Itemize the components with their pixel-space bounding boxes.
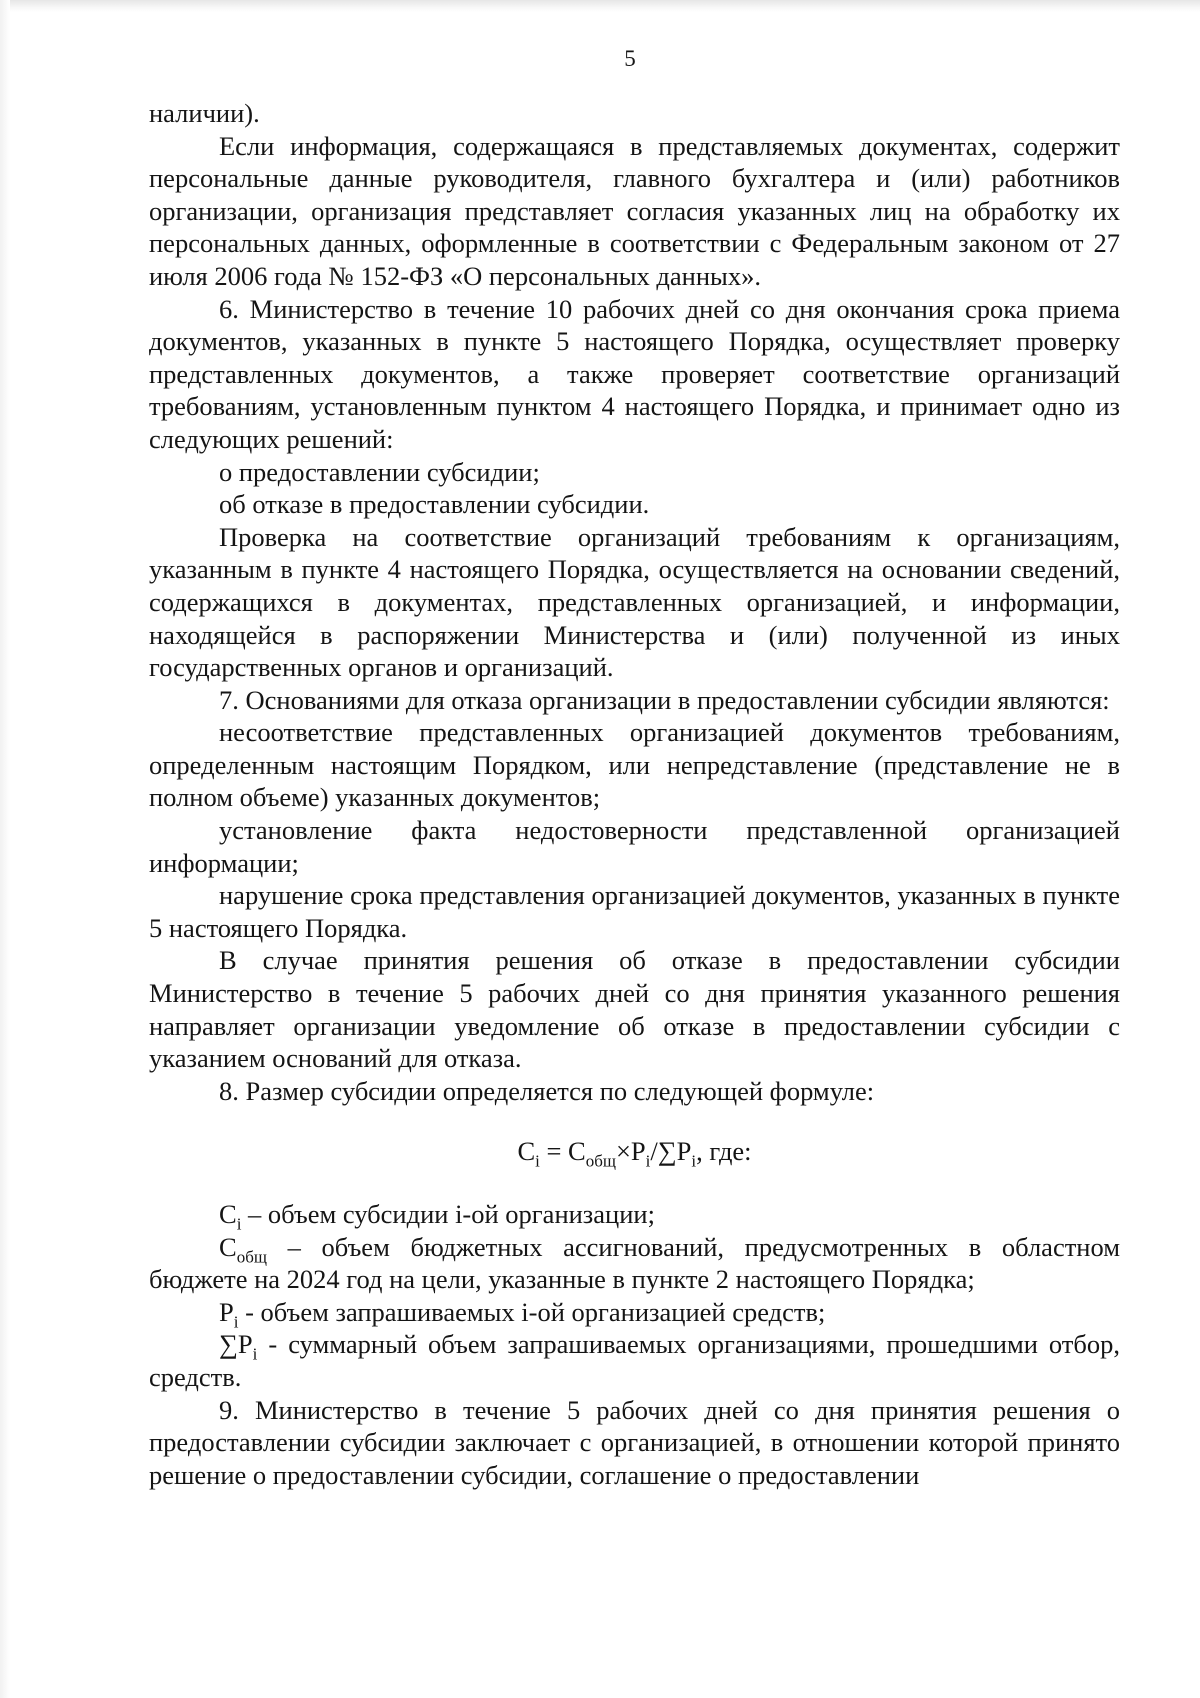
scan-edge (0, 0, 1200, 12)
definition-text: - объем запрашиваемых i-ой организацией средств; (238, 1296, 826, 1327)
definition-item (149, 1231, 1120, 1296)
formula-part: = C (539, 1136, 586, 1167)
paragraph: Если информация, содержащаяся в представляемых документах, содержит персональные данные руководителя, главного бухгалтера и (или) работников организации, организация представляет согласия указанных лиц на обработку их персональных данных, оформленные в соответствии с Федеральным законом от 27 июля 2006 года № 152-ФЗ «О персональных данных». (149, 130, 1120, 291)
definition-text: – объем бюджетных ассигнований, предусмотренных в областном бюджете на 2024 год на цели, указанные в пункте 2 настоящего Порядка; (149, 1231, 1120, 1295)
definition-subscript: i (236, 1214, 242, 1234)
definition-subscript: i (252, 1344, 258, 1364)
definition-symbol: ∑P (219, 1329, 253, 1360)
list-item: несоответствие представленных организацией документов требованиям, определенным настоящим Порядком, или непредставление (представление не в полном объеме) указанных документов; (149, 717, 1120, 813)
formula-subscript: i (645, 1151, 651, 1171)
definition-text: – объем субсидии i-ой организации; (241, 1199, 655, 1229)
definition-item (149, 1296, 1120, 1332)
definition-symbol: C (219, 1231, 237, 1262)
list-item: нарушение срока представления организацией документов, указанных в пункте 5 настоящего Порядка. (149, 880, 1120, 943)
definition-symbol: C (219, 1199, 237, 1229)
paragraph: наличии). (149, 98, 260, 128)
formula-subscript: общ (585, 1151, 616, 1171)
paragraph: 7. Основаниями для отказа организации в предоставлении субсидии являются: (219, 684, 1110, 715)
definition-subscript: общ (236, 1246, 267, 1266)
formula-part: , где: (696, 1136, 752, 1167)
formula-part: /∑P (650, 1136, 692, 1167)
formula-subscript: i (535, 1151, 540, 1171)
definition-text: - суммарный объем запрашиваемых организациями, прошедшими отбор, средств. (149, 1329, 1120, 1392)
list-item: установление факта недостоверности представленной организацией информации; (149, 815, 1120, 878)
definition-item (149, 1328, 1120, 1393)
subsidy-formula (149, 1135, 1120, 1171)
paragraph: Проверка на соответствие организаций требованиям к организациям, указанным в пункте 4 настоящего Порядка, осуществляется на основании сведений, содержащихся в документах, представленных организацией, и информации, находящейся в распоряжении Министерства и (или) полученной из иных государственных органов и организаций. (149, 521, 1120, 683)
paragraph: 8. Размер субсидии определяется по следующей формуле: (219, 1075, 875, 1106)
formula-part: C (517, 1136, 536, 1167)
list-item: об отказе в предоставлении субсидии. (219, 489, 650, 520)
paragraph: 6. Министерство в течение 10 рабочих дней со дня окончания срока приема документов, указанных в пункте 5 настоящего Порядка, осуществляет проверку представленных документов, а также проверяет соответствие организаций требованиям, установленным пунктом 4 настоящего Порядка, и принимает одно из следующих решений: (149, 293, 1120, 454)
paragraph: В случае принятия решения об отказе в предоставлении субсидии Министерство в течение 5 рабочих дней со дня принятия указанного решения направляет организации уведомление об отказе в предоставлении субсидии с указанием оснований для отказа. (149, 945, 1120, 1074)
document-body (149, 97, 1120, 1491)
definition-symbol: P (219, 1296, 234, 1327)
paragraph: 9. Министерство в течение 5 рабочих дней со дня принятия решения о предоставлении субсидии заключает с организацией, в отношении которой принято решение о предоставлении субсидии, соглашение о предоставлении (149, 1394, 1120, 1490)
scan-edge-left (0, 0, 10, 1698)
list-item: о предоставлении субсидии; (219, 456, 540, 487)
definition-item (149, 1198, 1120, 1234)
page-number: 5 (624, 46, 636, 71)
formula-definitions (149, 1198, 1120, 1394)
definition-subscript: i (233, 1312, 239, 1332)
formula-subscript: i (691, 1151, 697, 1171)
formula-part: ×P (615, 1136, 646, 1167)
